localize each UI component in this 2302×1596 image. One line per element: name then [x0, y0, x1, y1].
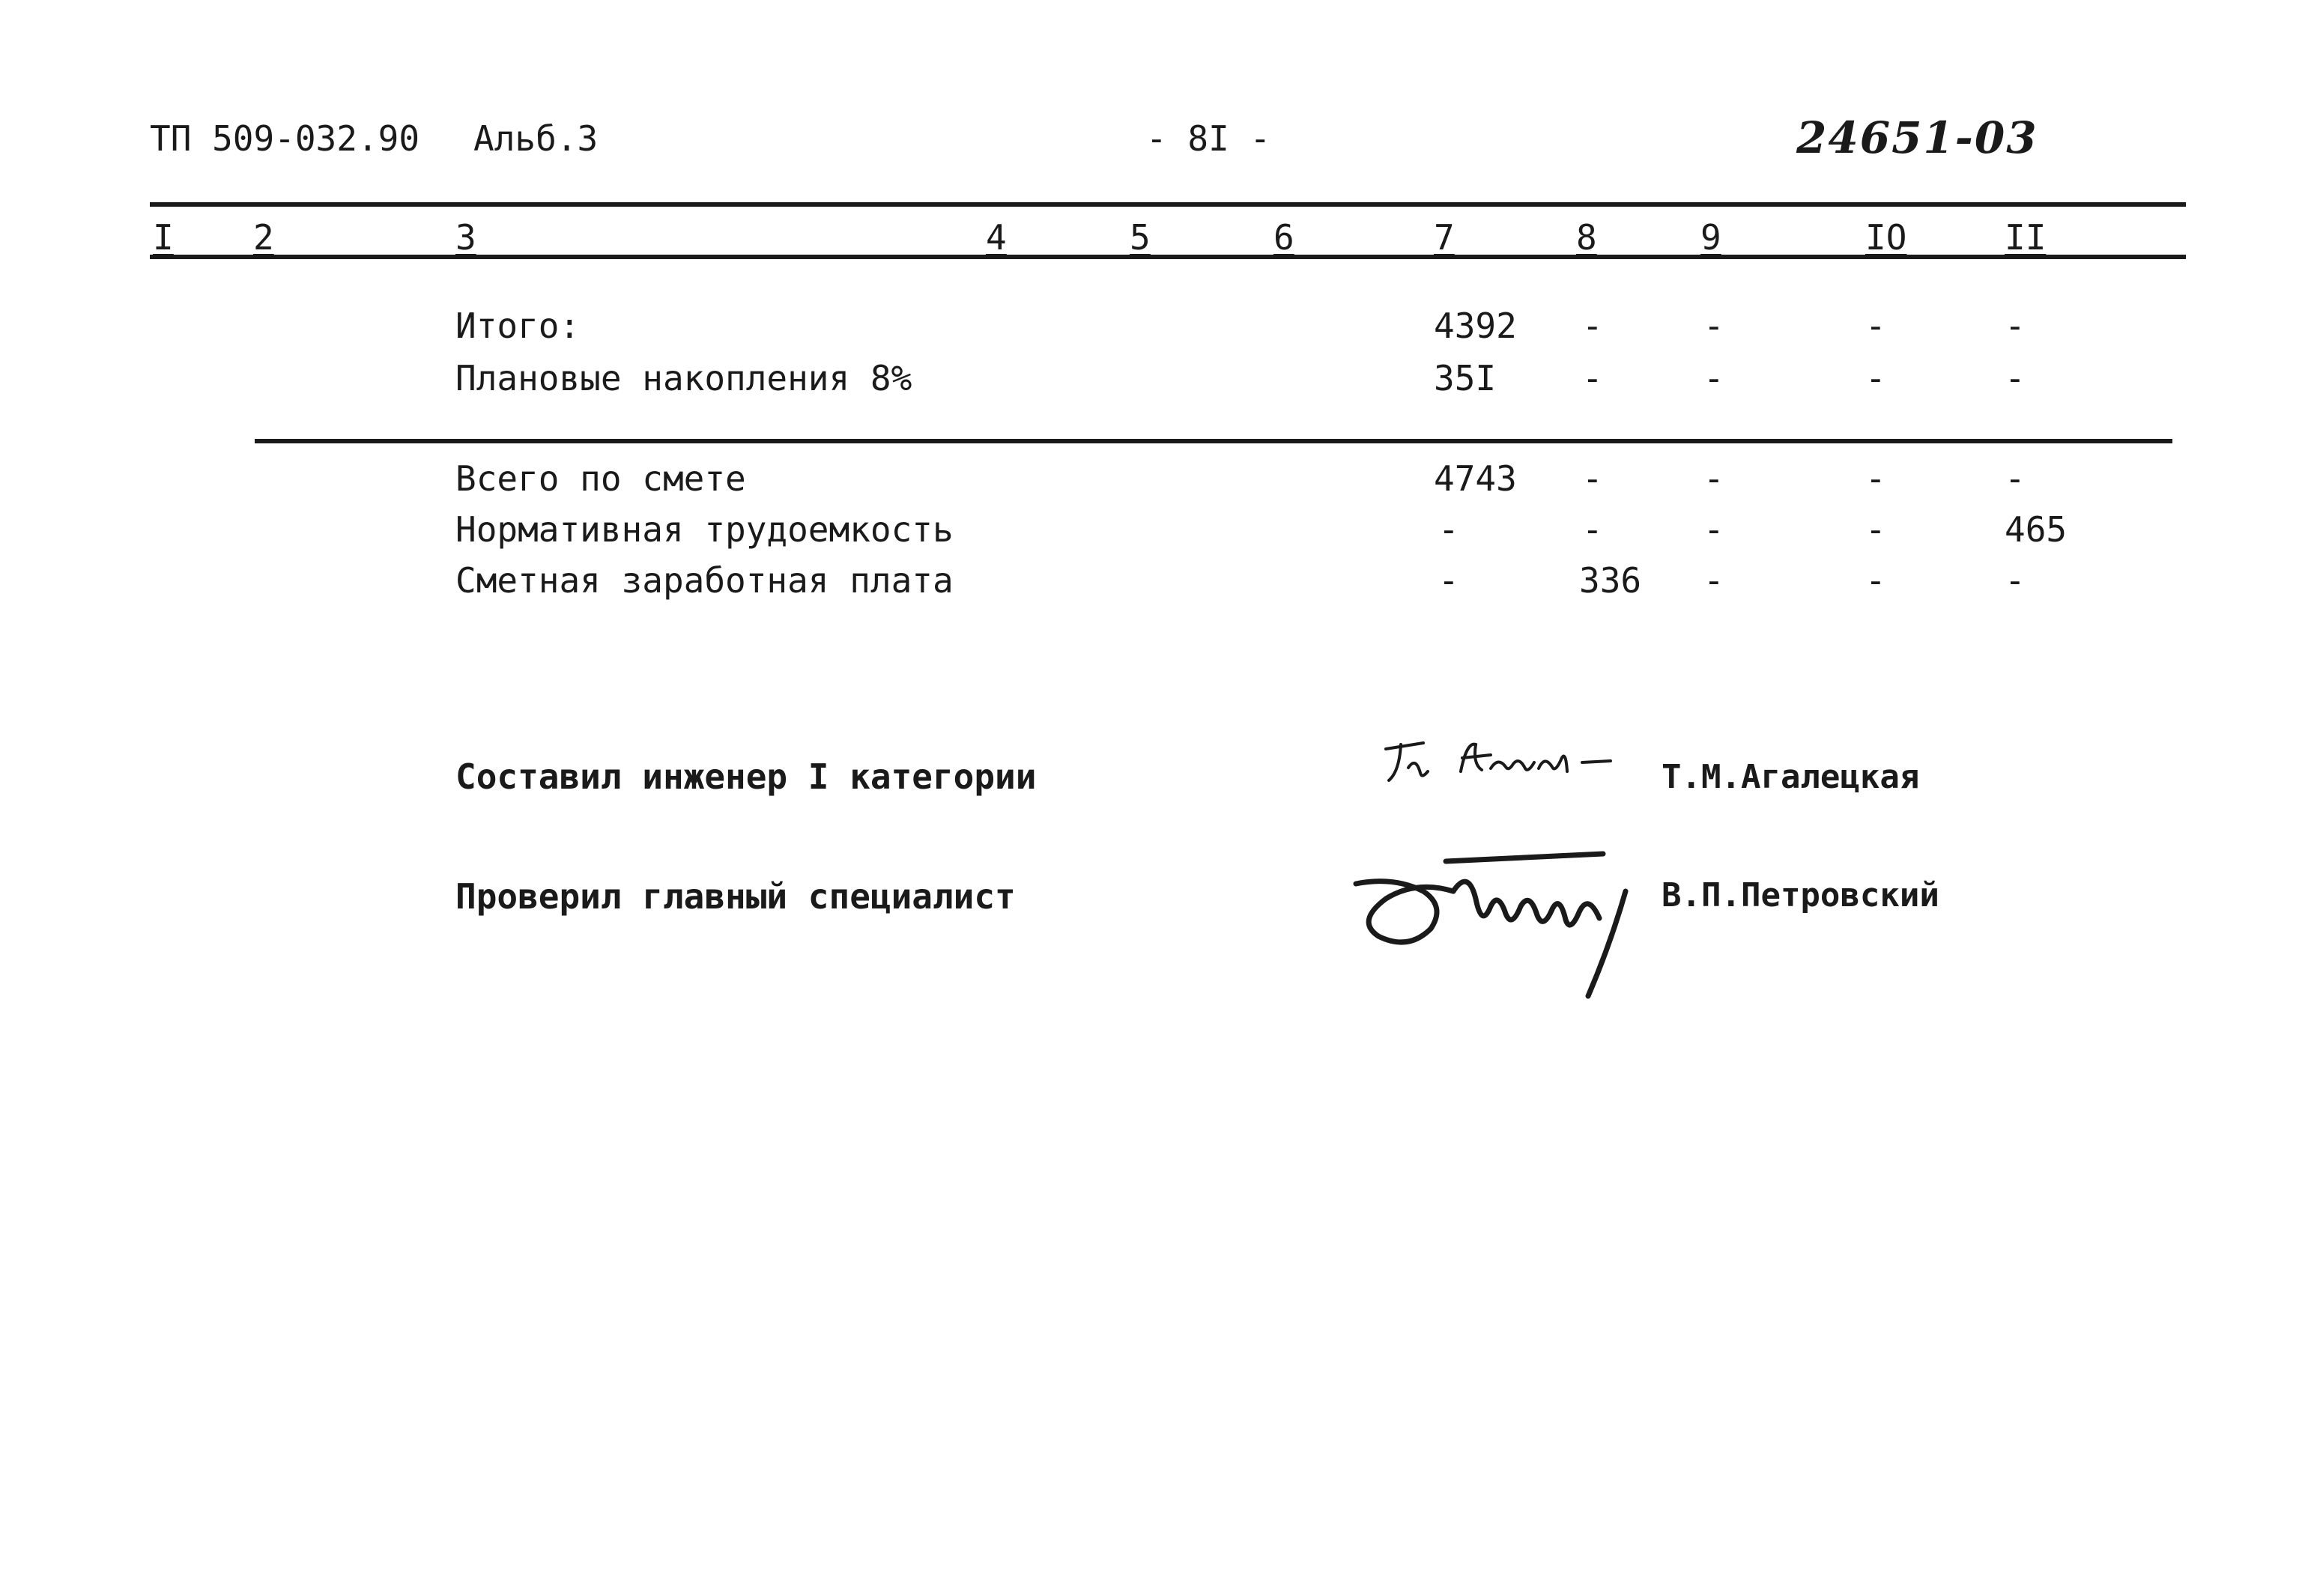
cell-col10: - — [1865, 306, 1886, 346]
document-number: 24651-03 — [1796, 112, 2038, 163]
signature-name-compiled: Т.М.Агалецкая — [1662, 758, 1920, 796]
header-rule-top — [150, 202, 2186, 207]
row-label-planned-savings: Плановые накопления 8% — [455, 358, 912, 398]
column-number-4: 4 — [986, 217, 1007, 258]
cell-col8: - — [1582, 358, 1603, 398]
signature-role-checked: Проверил главный специалист — [455, 876, 1016, 917]
column-number-8: 8 — [1576, 217, 1597, 258]
cell-col7: - — [1438, 560, 1459, 601]
cell-col11: - — [2005, 458, 2026, 499]
total-rule — [255, 439, 2172, 443]
cell-col11: - — [2005, 306, 2026, 346]
row-label-total: Всего по смете — [455, 458, 746, 499]
page-number: - 8I - — [1146, 118, 1271, 159]
handwritten-signature-agaletskaya — [1378, 726, 1633, 801]
cell-col8: 336 — [1579, 560, 1642, 601]
cell-col8: - — [1582, 458, 1603, 499]
cell-col7: - — [1438, 509, 1459, 550]
column-number-9: 9 — [1700, 217, 1721, 258]
column-number-7: 7 — [1434, 217, 1455, 258]
cell-col10: - — [1865, 358, 1886, 398]
column-number-6: 6 — [1273, 217, 1294, 258]
column-number-1: I — [153, 217, 174, 258]
cell-col8: - — [1582, 306, 1603, 346]
cell-col8: - — [1582, 509, 1603, 550]
row-label-itogo: Итого: — [455, 306, 581, 346]
cell-col10: - — [1865, 560, 1886, 601]
row-label-wages: Сметная заработная плата — [455, 560, 954, 601]
handwritten-signature-petrovsky — [1341, 846, 1641, 1011]
cell-col9: - — [1703, 560, 1724, 601]
cell-col10: - — [1865, 458, 1886, 499]
cell-col9: - — [1703, 509, 1724, 550]
signature-name-checked: В.П.Петровский — [1662, 876, 1939, 914]
cell-col11: - — [2005, 560, 2026, 601]
column-number-2: 2 — [253, 217, 274, 258]
cell-col9: - — [1703, 358, 1724, 398]
column-number-11: II — [2005, 217, 2047, 258]
album-label: Альб.3 — [473, 118, 599, 159]
cell-col7: 35I — [1434, 358, 1497, 398]
cell-col9: - — [1703, 458, 1724, 499]
column-number-10: IO — [1865, 217, 1907, 258]
cell-col11: 465 — [2005, 509, 2068, 550]
column-number-5: 5 — [1130, 217, 1151, 258]
cell-col11: - — [2005, 358, 2026, 398]
cell-col9: - — [1703, 306, 1724, 346]
signature-role-compiled: Составил инженер I категории — [455, 756, 1037, 797]
cell-col10: - — [1865, 509, 1886, 550]
column-number-3: 3 — [455, 217, 476, 258]
row-label-labor-intensity: Нормативная трудоемкость — [455, 509, 954, 550]
cell-col7: 4743 — [1434, 458, 1517, 499]
document-code: ТП 509-032.90 — [150, 118, 420, 159]
cell-col7: 4392 — [1434, 306, 1517, 346]
